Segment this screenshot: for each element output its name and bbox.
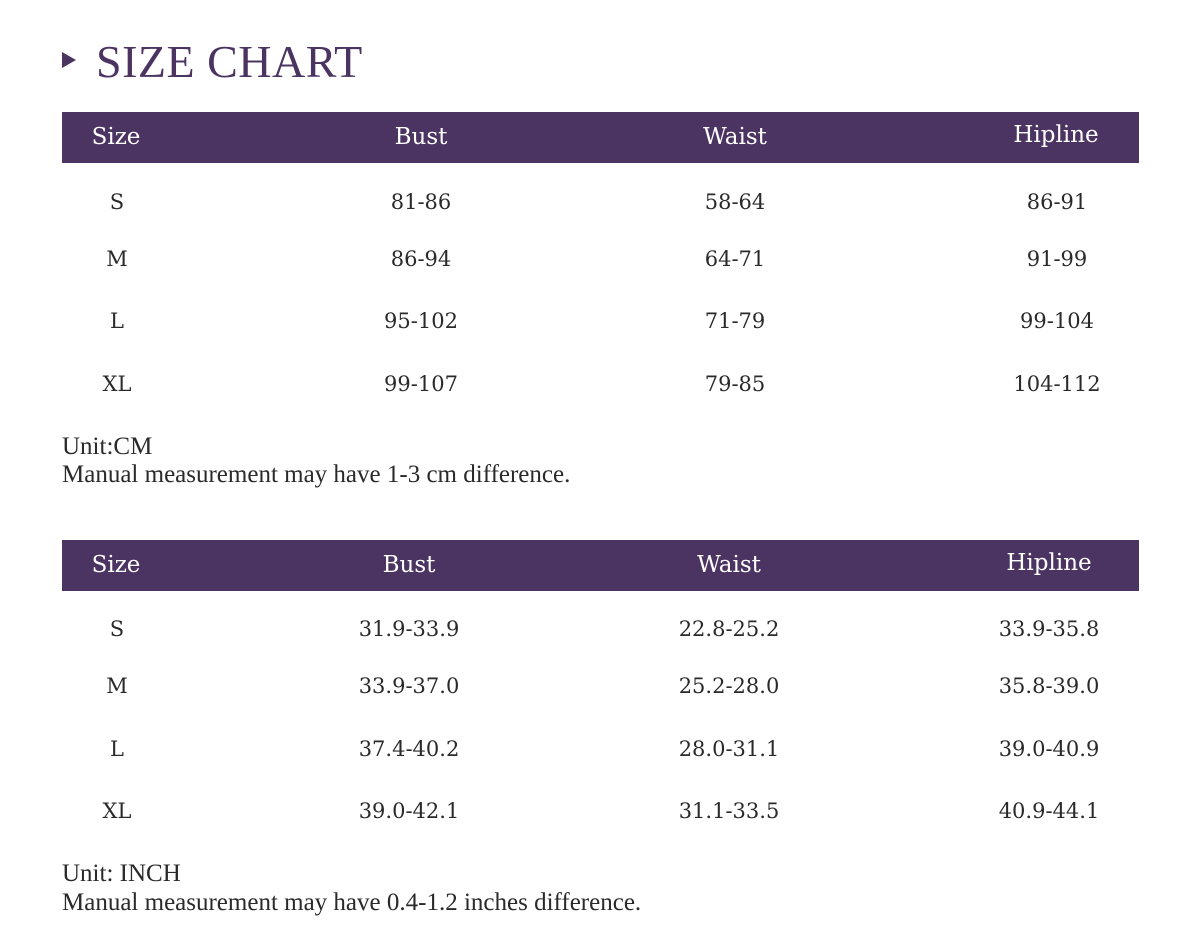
table-header [62, 112, 1139, 163]
cell-waist: 64-71 [704, 247, 766, 271]
cell-bust: 37.4-40.2 [358, 737, 460, 761]
header-hipline: Hipline [1006, 550, 1092, 576]
page-title: SIZE CHART [96, 36, 363, 87]
cell-size: XL [102, 372, 132, 396]
size-table-cm [62, 112, 1139, 396]
cell-bust: 95-102 [384, 309, 458, 333]
table-row [62, 666, 1139, 706]
cell-hipline: 40.9-44.1 [998, 799, 1100, 823]
cell-size: XL [102, 799, 132, 823]
table-row [62, 301, 1139, 341]
cell-bust: 39.0-42.1 [358, 799, 460, 823]
header-bust: Bust [394, 124, 448, 150]
cell-hipline: 39.0-40.9 [998, 737, 1100, 761]
cell-bust: 31.9-33.9 [358, 617, 460, 641]
cell-bust: 33.9-37.0 [358, 674, 460, 698]
header-waist: Waist [703, 124, 767, 150]
cell-size: S [109, 617, 125, 641]
cell-bust: 86-94 [390, 247, 452, 271]
table-row [62, 791, 1139, 831]
measurement-note-cm: Manual measurement may have 1-3 cm difference. [62, 461, 571, 488]
size-table-inch [62, 540, 1139, 823]
cell-size: M [106, 247, 128, 271]
cell-bust: 99-107 [384, 372, 458, 396]
cell-hipline: 91-99 [1026, 247, 1088, 271]
cell-hipline: 35.8-39.0 [998, 674, 1100, 698]
cell-bust: 81-86 [390, 190, 452, 214]
header-bust: Bust [382, 552, 436, 578]
header-size: Size [91, 124, 141, 150]
table-row [62, 182, 1139, 222]
cell-hipline: 33.9-35.8 [998, 617, 1100, 641]
header-hipline: Hipline [1013, 122, 1099, 148]
page-title-group [62, 32, 363, 92]
cell-size: S [109, 190, 125, 214]
cell-hipline: 104-112 [1013, 372, 1101, 396]
table-row [62, 364, 1139, 404]
cell-waist: 22.8-25.2 [678, 617, 780, 641]
table-row [62, 239, 1139, 279]
cell-waist: 79-85 [704, 372, 766, 396]
table-row [62, 729, 1139, 769]
unit-label-inch: Unit: INCH [62, 860, 181, 887]
cell-waist: 58-64 [704, 190, 766, 214]
triangle-right-icon [62, 52, 76, 68]
unit-label-cm: Unit:CM [62, 433, 153, 460]
header-size: Size [91, 552, 141, 578]
cell-waist: 25.2-28.0 [678, 674, 780, 698]
table-header [62, 540, 1139, 591]
cell-waist: 28.0-31.1 [678, 737, 780, 761]
cell-size: M [106, 674, 128, 698]
cell-size: L [110, 737, 124, 761]
header-waist: Waist [697, 552, 761, 578]
table-row [62, 609, 1139, 649]
measurement-note-inch: Manual measurement may have 0.4-1.2 inches difference. [62, 889, 642, 916]
cell-size: L [110, 309, 124, 333]
cell-hipline: 99-104 [1020, 309, 1094, 333]
cell-waist: 31.1-33.5 [678, 799, 780, 823]
cell-waist: 71-79 [704, 309, 766, 333]
cell-hipline: 86-91 [1026, 190, 1088, 214]
